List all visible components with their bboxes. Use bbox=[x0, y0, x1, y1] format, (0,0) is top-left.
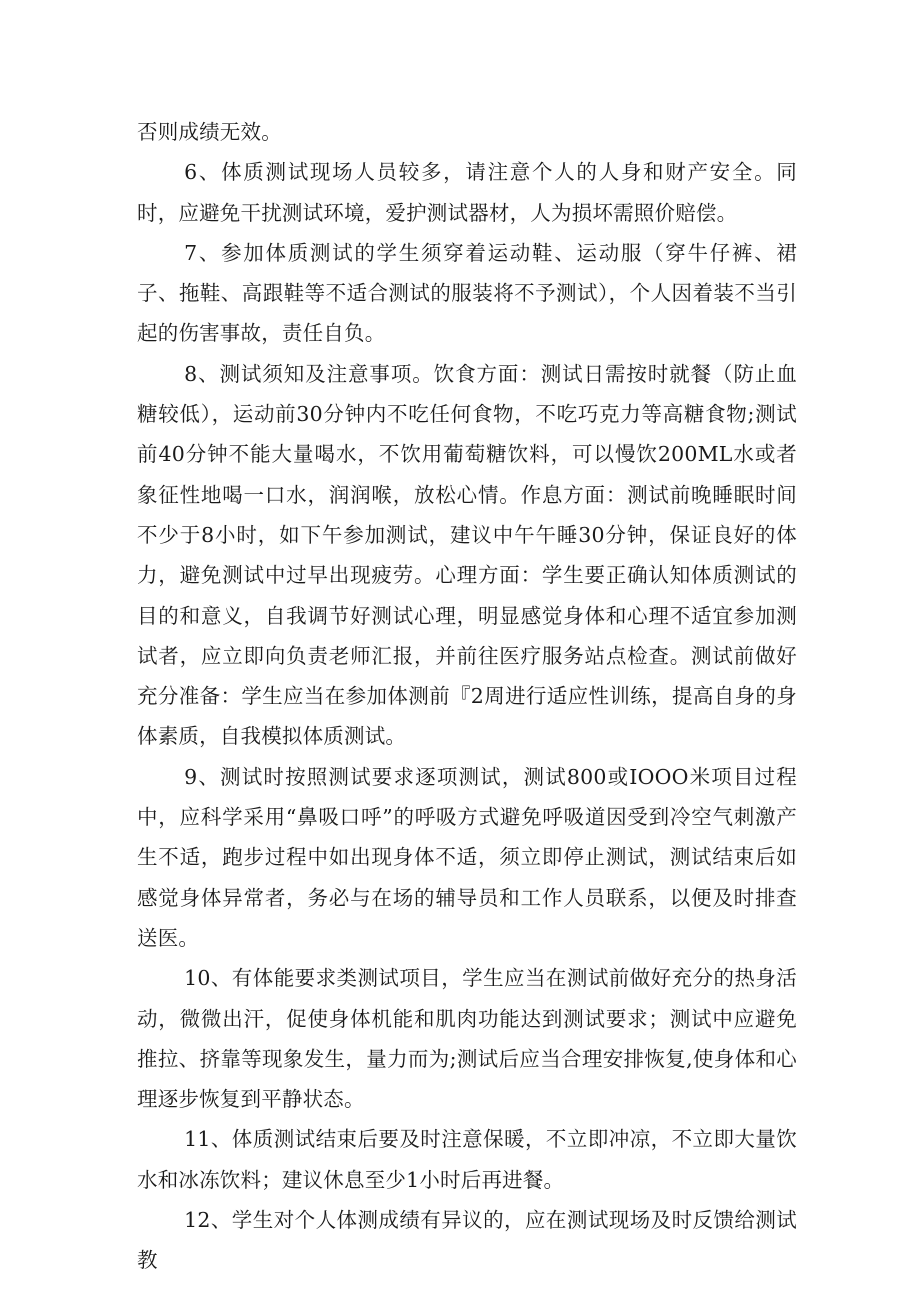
document-body bbox=[137, 112, 797, 1281]
paragraph-item-10: 10、有体能要求类测试项目，学生应当在测试前做好充分的热身活动，微微出汗，促使身体机能和肌肉功能达到测试要求；测试中应避免推拉、挤靠等现象发生，量力而为;测试后应当合理安排恢复,使身体和心理逐步恢复到平静状态。 bbox=[137, 966, 797, 1112]
paragraph-item-11: 11、体质测试结束后要及时注意保暖，不立即冲凉，不立即大量饮水和冰冻饮料；建议休息至少1小时后再进餐。 bbox=[137, 1127, 797, 1192]
paragraph-item-12: 12、学生对个人体测成绩有异议的，应在测试现场及时反馈给测试教 bbox=[137, 1208, 797, 1273]
paragraph-item-8: 8、测试须知及注意事项。饮食方面：测试日需按时就餐（防止血糖较低），运动前30分钟内不吃任何食物，不吃巧克力等高糖食物;测试前40分钟不能大量喝水，不饮用葡萄糖饮料，可以慢饮200ML水或者象征性地喝一口水，润润喉，放松心情。作息方面：测试前晚睡眠时间不少于8小时，如下午参加测试，建议中午午睡30分钟，保证良好的体力，避免测试中过早出现疲劳。心理方面：学生要正确认知体质测试的目的和意义，自我调节好测试心理，明显感觉身体和心理不适宜参加测试者，应立即向负责老师汇报，并前往医疗服务站点检查。测试前做好充分准备：学生应当在参加体测前『2周进行适应性训练，提高自身的身体素质，自我模拟体质测试。 bbox=[137, 361, 797, 749]
paragraph-item-7: 7、参加体质测试的学生须穿着运动鞋、运动服（穿牛仔裤、裙子、拖鞋、高跟鞋等不适合测试的服装将不予测试），个人因着装不当引起的伤害事故，责任自负。 bbox=[137, 240, 797, 346]
paragraph-item-6: 6、体质测试现场人员较多，请注意个人的人身和财产安全。同时，应避免干扰测试环境，爱护测试器材，人为损坏需照价赔偿。 bbox=[137, 160, 797, 225]
paragraph-item-9: 9、测试时按照测试要求逐项测试，测试800或IOOO米项目过程中，应科学采用“鼻吸口呼”的呼吸方式避免呼吸道因受到冷空气刺激产生不适，跑步过程中如出现身体不适，须立即停止测试，测试结束后如感觉身体异常者，务必与在场的辅导员和工作人员联系，以便及时排查送医。 bbox=[137, 764, 797, 950]
paragraph-continuation: 否则成绩无效。 bbox=[137, 120, 282, 144]
